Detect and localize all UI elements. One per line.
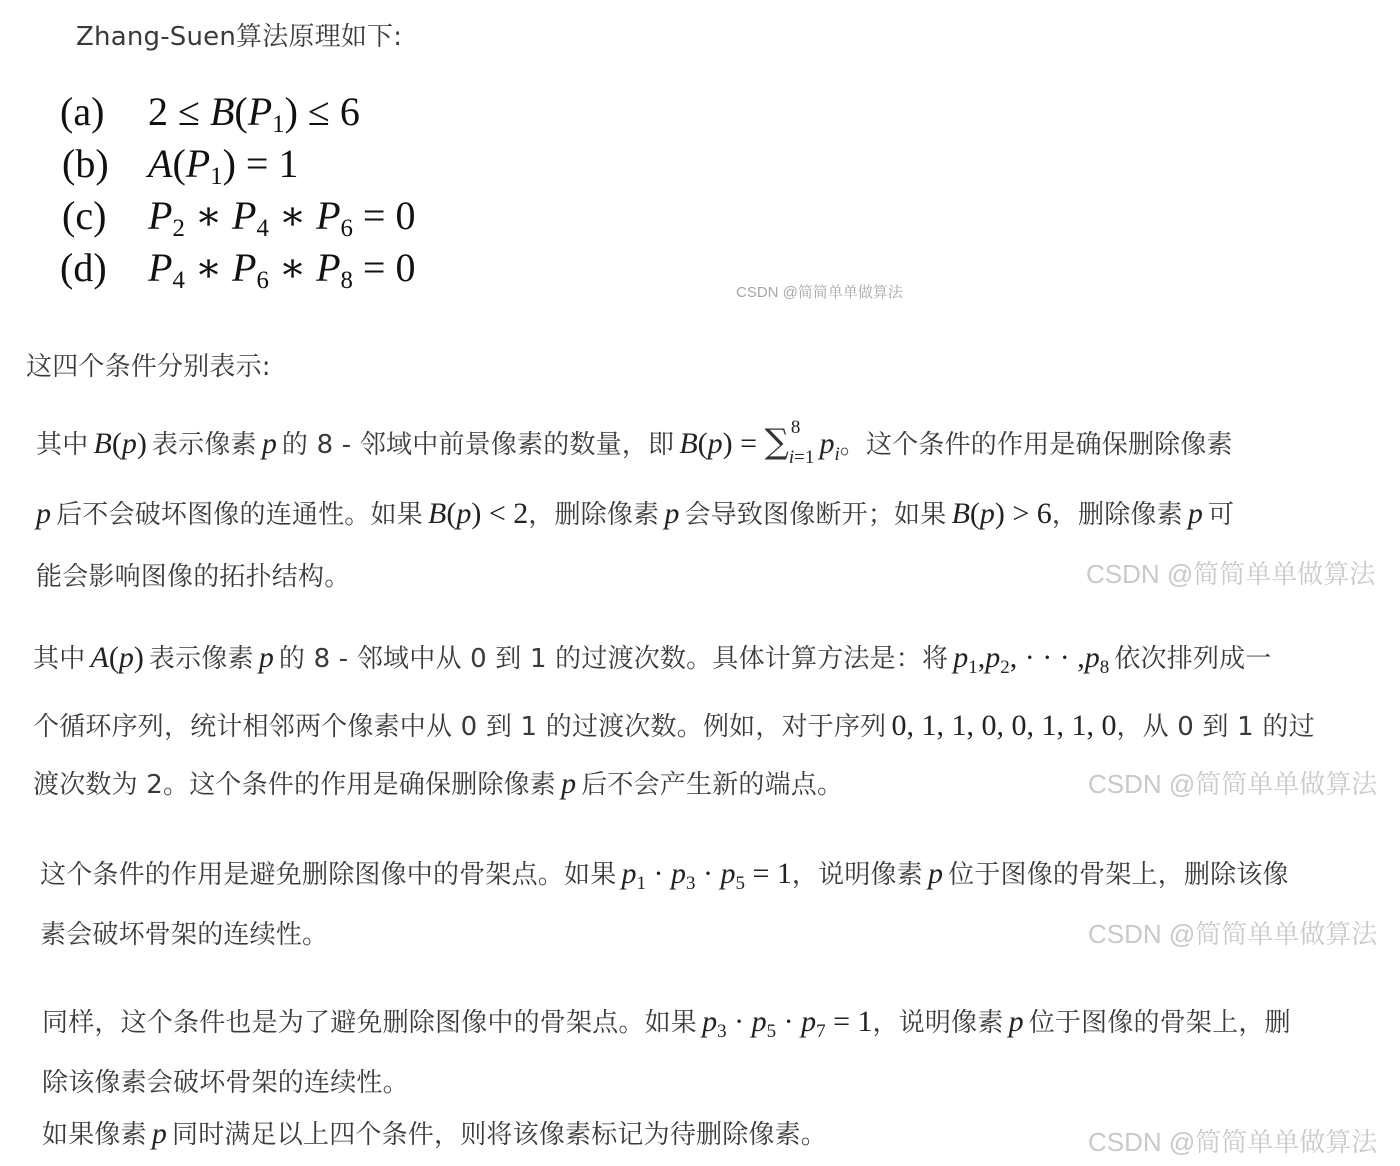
- equation-d: P4 ∗ P6 ∗ P8 = 0: [148, 245, 416, 294]
- para4-line2: 除该像素会破坏骨架的连续性。: [42, 1068, 409, 1098]
- watermark-4: CSDN @简简单单做算法: [1088, 1127, 1378, 1157]
- para4-line3: 如果像素 p 同时满足以上四个条件，则将该像素标记为待删除像素。: [42, 1117, 828, 1150]
- equation-label-a: (a): [60, 89, 105, 134]
- equation-label-b: (b): [62, 141, 109, 186]
- watermark-2: CSDN @简简单单做算法: [1088, 769, 1378, 799]
- para4-line1: 同样，这个条件也是为了避免删除图像中的骨架点。如果 p3 · p5 · p7 = 1，说明像素 p 位于图像的骨架上，删: [42, 1005, 1291, 1043]
- equation-b: A(P1) = 1: [148, 141, 299, 190]
- equation-label-d: (d): [60, 245, 107, 290]
- watermark-1: CSDN @简简单单做算法: [1086, 559, 1376, 589]
- watermark-3: CSDN @简简单单做算法: [1088, 919, 1378, 949]
- para2-line3: 渡次数为 2。这个条件的作用是确保删除像素 p 后不会产生新的端点。: [33, 767, 844, 800]
- equation-a: 2 ≤ B(P1) ≤ 6: [148, 89, 360, 138]
- para1-line1: 其中 B(p) 表示像素 p 的 8 - 邻域中前景像素的数量，即 B(p) = ∑ 8 i=1 pi。这个条件的作用是确保删除像素: [36, 417, 1233, 468]
- watermark-small: CSDN @简简单单做算法: [736, 284, 903, 301]
- para1-line2: p 后不会破坏图像的连通性。如果 B(p) < 2，删除像素 p 会导致图像断开；如果 B(p) > 6，删除像素 p 可: [36, 497, 1235, 530]
- equation-c: P2 ∗ P4 ∗ P6 = 0: [148, 193, 416, 242]
- intro-text: Zhang-Suen算法原理如下:: [76, 22, 403, 52]
- para3-line1: 这个条件的作用是避免删除图像中的骨架点。如果 p1 · p3 · p5 = 1，说明像素 p 位于图像的骨架上，删除该像: [40, 857, 1289, 895]
- para3-line2: 素会破坏骨架的连续性。: [40, 920, 329, 950]
- section-heading: 这四个条件分别表示:: [26, 352, 271, 382]
- para2-line2: 个循环序列，统计相邻两个像素中从 0 到 1 的过渡次数。例如，对于序列 0, 1, 1, 0, 0, 1, 1, 0，从 0 到 1 的过: [33, 709, 1315, 742]
- para2-line1: 其中 A(p) 表示像素 p 的 8 - 邻域中从 0 到 1 的过渡次数。具体计算方法是：将 p1,p2, · · · ,p8 依次排列成一: [33, 641, 1272, 679]
- equation-label-c: (c): [62, 193, 107, 238]
- para1-line3: 能会影响图像的拓扑结构。: [36, 562, 351, 592]
